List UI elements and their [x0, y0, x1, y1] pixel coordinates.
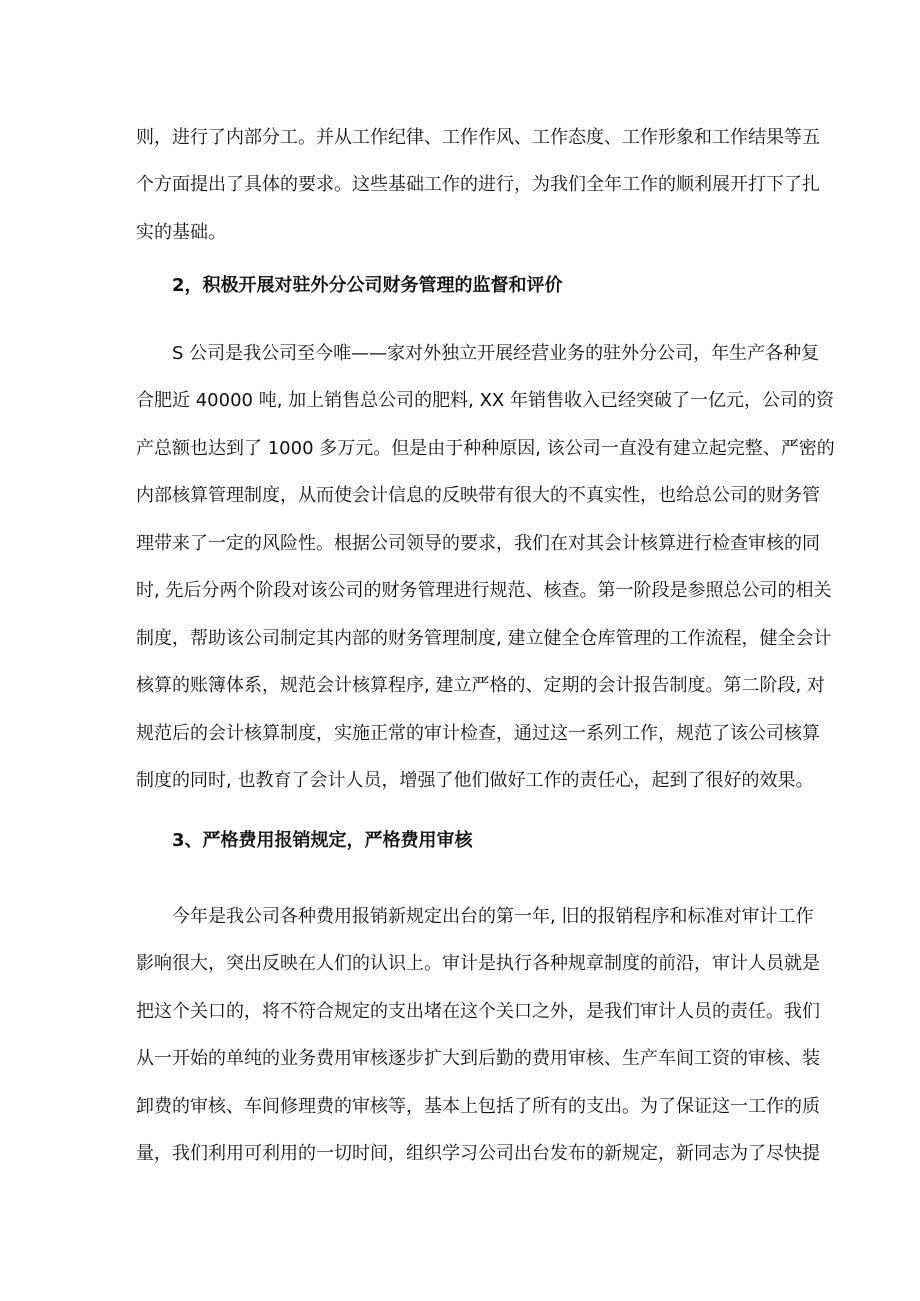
section2-line-7: 制度，帮助该公司制定其内部的财务管理制度, 建立健全仓库管理的工作流程，健全会计 [136, 628, 832, 649]
section2-line-6: 时, 先后分两个阶段对该公司的财务管理进行规范、核查。第一阶段是参照总公司的相关 [136, 580, 832, 601]
section2-line-1: S 公司是我公司至今唯——家对外独立开展经营业务的驻外分公司，年生产各种复 [172, 343, 820, 364]
section3-line-2: 影响很大，突出反映在人们的认识上。审计是执行各种规章制度的前沿，审计人员就是 [136, 953, 820, 974]
section3-heading: 3、严格费用报销规定，严格费用审核 [172, 830, 473, 851]
intro-line-1: 则，进行了内部分工。并从工作纪律、工作作风、工作态度、工作形象和工作结果等五 [136, 127, 820, 148]
section2-heading: 2，积极开展对驻外分公司财务管理的监督和评价 [172, 275, 563, 296]
section2-line-5: 理带来了一定的风险性。根据公司领导的要求，我们在对其会计核算进行检查审核的同 [136, 533, 820, 554]
intro-line-3: 实的基础。 [136, 222, 226, 243]
section3-line-1: 今年是我公司各种费用报销新规定出台的第一年, 旧的报销程序和标准对审计工作 [172, 906, 814, 927]
section3-line-3: 把这个关口的，将不符合规定的支出堵在这个关口之外，是我们审计人员的责任。我们 [136, 1001, 820, 1022]
section2-line-2: 合肥近 40000 吨, 加上销售总公司的肥料, XX 年销售收入已经突破了一亿元，公司的资 [136, 390, 834, 411]
section2-line-8: 核算的账簿体系，规范会计核算程序, 建立严格的、定期的会计报告制度。第二阶段, 对 [136, 675, 825, 696]
section2-line-4: 内部核算管理制度，从而使会计信息的反映带有很大的不真实性，也给总公司的财务管 [136, 485, 820, 506]
section3-line-4: 从一开始的单纯的业务费用审核逐步扩大到后勤的费用审核、生产车间工资的审核、装 [136, 1048, 820, 1069]
section3-line-6: 量，我们利用可利用的一切时间，组织学习公司出台发布的新规定，新同志为了尽快提 [136, 1143, 820, 1164]
section2-line-3: 产总额也达到了 1000 多万元。但是由于种种原因, 该公司一直没有建立起完整、严密的 [136, 438, 835, 459]
section2-line-10: 制度的同时, 也教育了会计人员，增强了他们做好工作的责任心，起到了很好的效果。 [136, 770, 814, 791]
intro-line-2: 个方面提出了具体的要求。这些基础工作的进行，为我们全年工作的顺利展开打下了扎 [136, 174, 820, 195]
section2-line-9: 规范后的会计核算制度，实施正常的审计检查，通过这一系列工作，规范了该公司核算 [136, 723, 820, 744]
section3-line-5: 卸费的审核、车间修理费的审核等，基本上包括了所有的支出。为了保证这一工作的质 [136, 1096, 820, 1117]
